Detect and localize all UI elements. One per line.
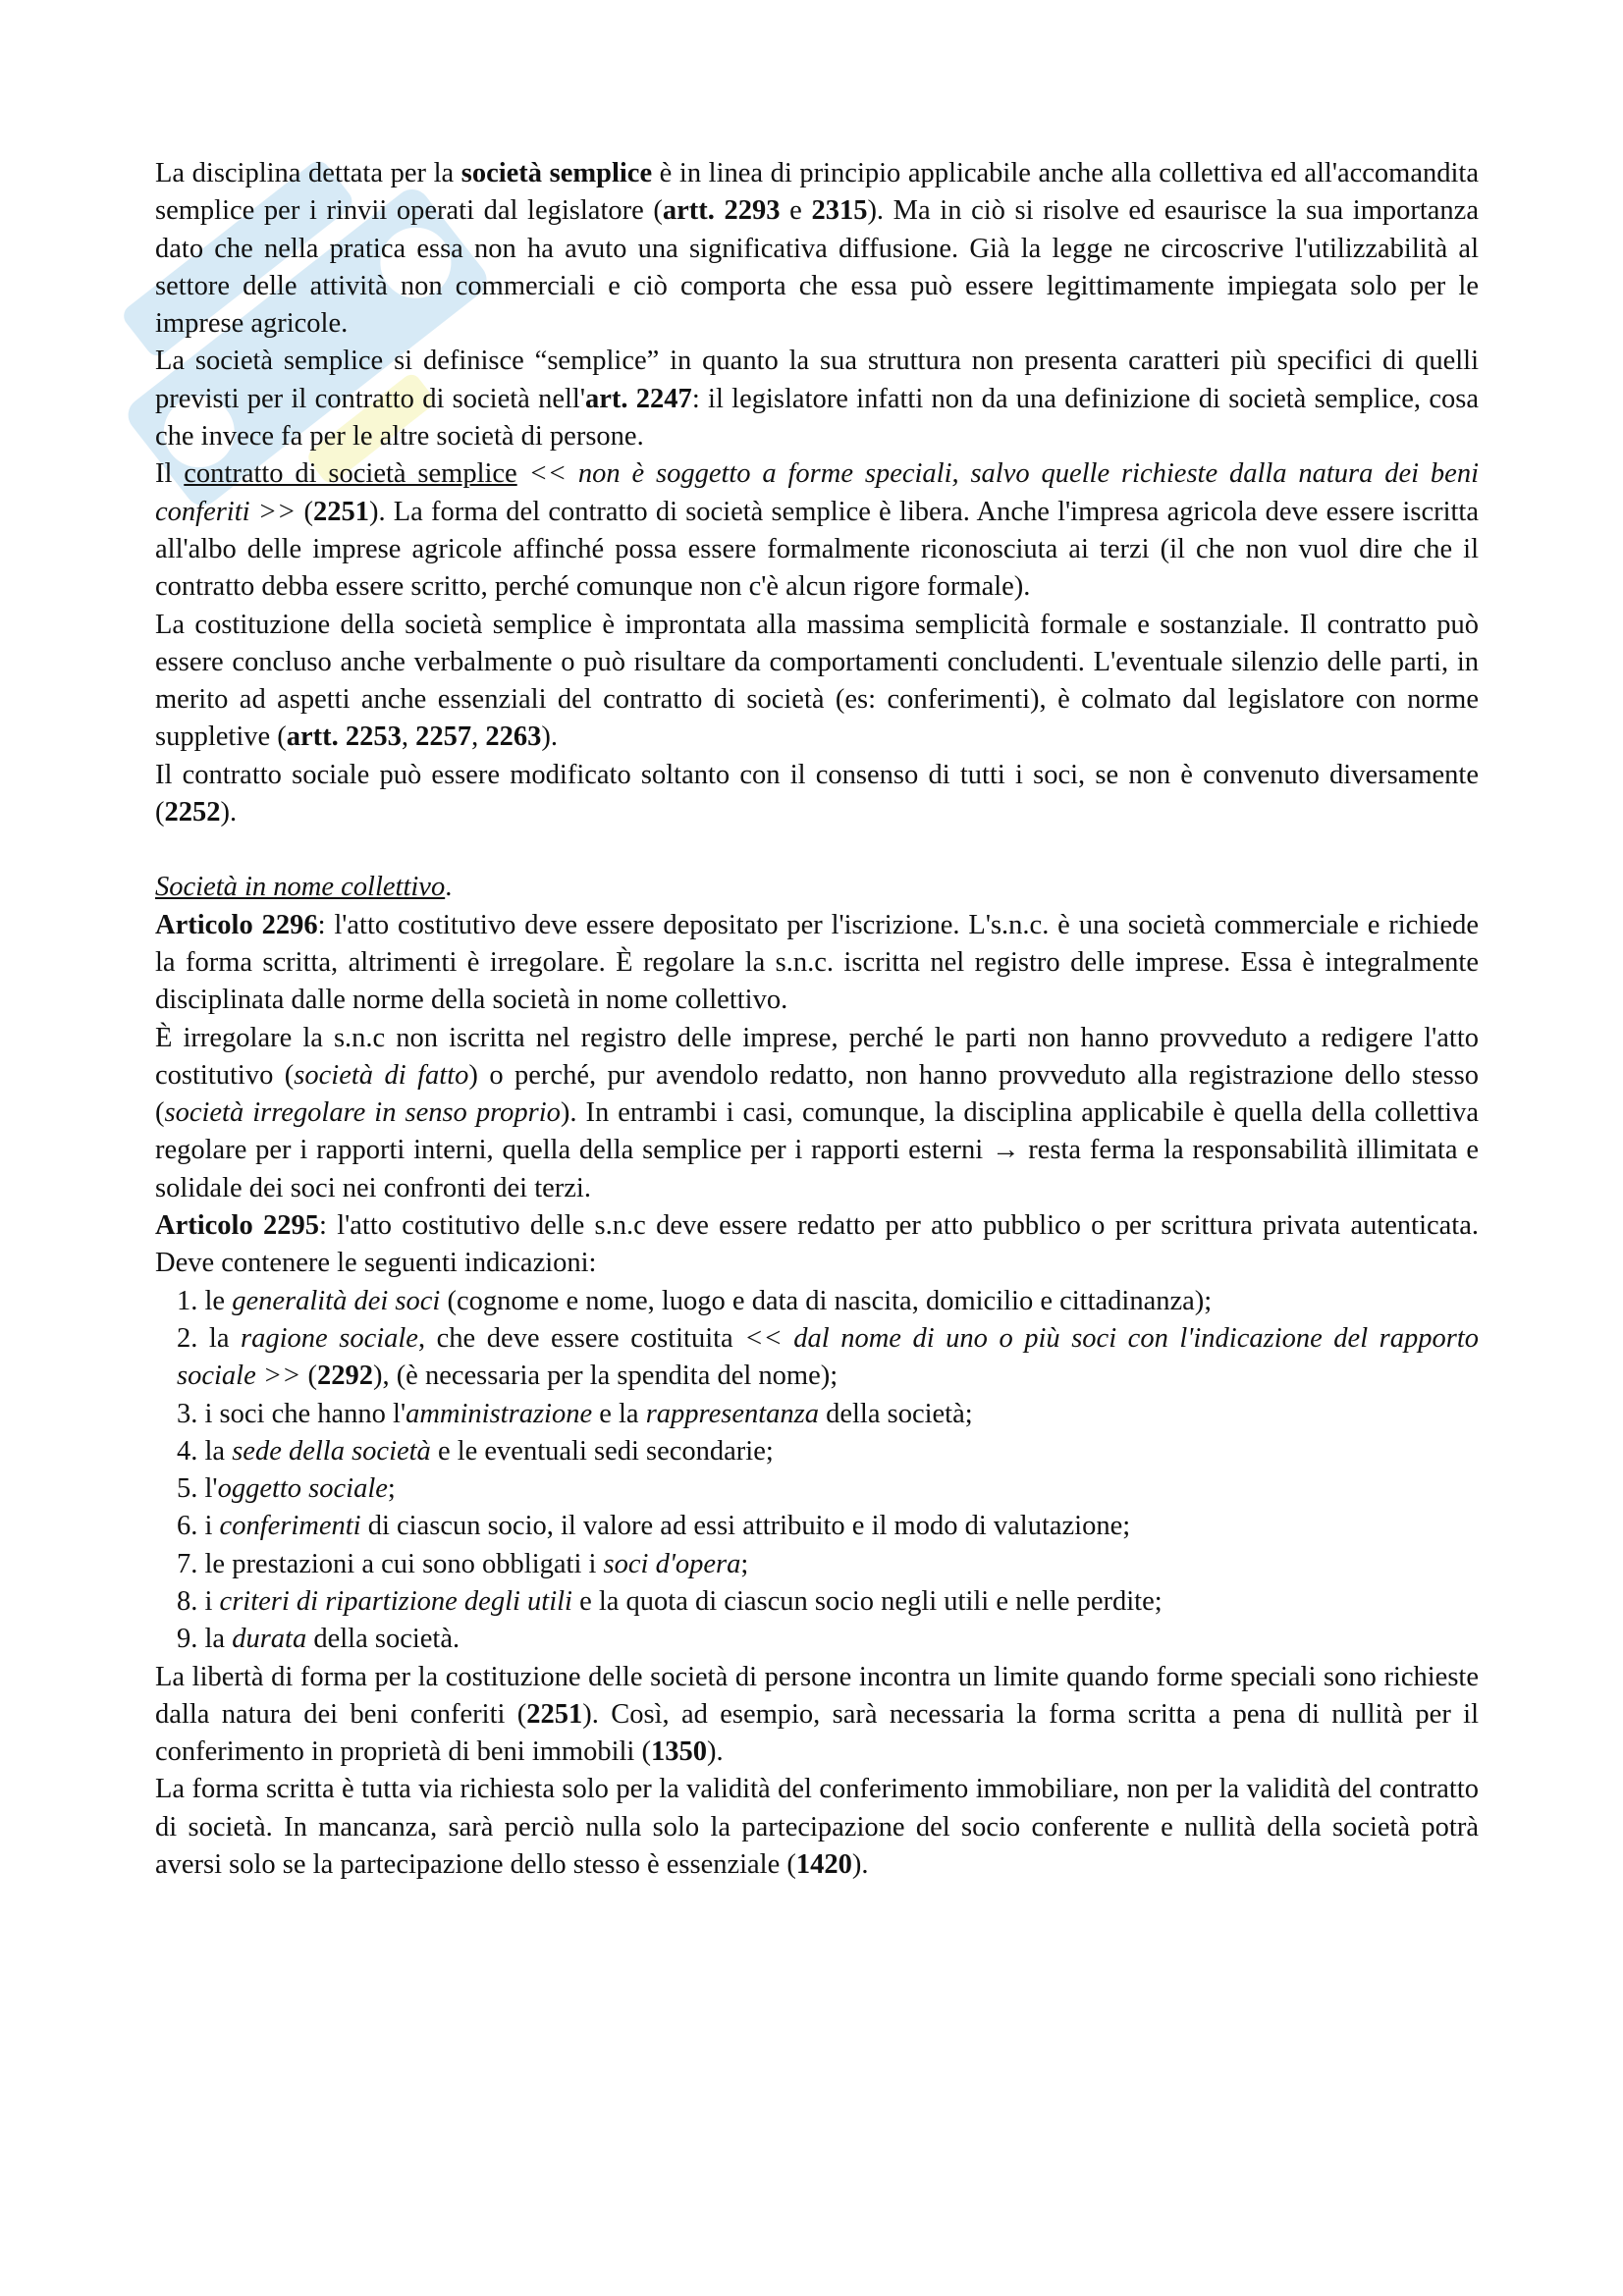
list-item: le prestazioni a cui sono obbligati i soci d'opera; (204, 1548, 749, 1579)
paragraph-semplice-modifica: Il contratto sociale può essere modificato soltanto con il consenso di tutti i soci, se non è convenuto diversamente (2252). (155, 759, 1479, 828)
list-item: l'oggetto sociale; (204, 1473, 396, 1505)
atto-costitutivo-list (155, 1283, 1479, 1659)
section-heading-snc: Società in nome collettivo. (155, 872, 453, 903)
list-item: la sede della società e le eventuali sedi secondarie; (204, 1435, 774, 1467)
paragraph-liberta-forma: La libertà di forma per la costituzione delle società di persone incontra un limite quando forme speciali sono richieste dalla natura dei beni conferiti (2251). Così, ad esempio, sarà necessaria la forma scritta a pena di nullità per il conferimento in proprietà di beni immobili (1350). (155, 1661, 1479, 1768)
paragraph-semplice-definition: La società semplice si definisce “semplice” in quanto la sua struttura non presenta caratteri più specifici di quelli previsti per il contratto di società nell'art. 2247: il legislatore infatti non da una definizione di società semplice, cosa che invece fa per le altre società di persone. (155, 346, 1479, 453)
document-page (155, 155, 1479, 1884)
paragraph-snc-irregolare: È irregolare la s.n.c non iscritta nel registro delle imprese, perché le parti non hanno provveduto a redigere l'atto costitutivo (società di fatto) o perché, pur avendolo redatto, non hanno provveduto alla registrazione dello stesso (società irregolare in senso proprio). In entrambi i casi, comunque, la disciplina applicabile è quella della collettiva regolare per i rapporti interni, quella della semplice per i rapporti esterni → resta ferma la responsabilità illimitata e solidale dei soci nei confronti dei terzi. (155, 1022, 1479, 1203)
paragraph-art-2295: Articolo 2295: l'atto costitutivo delle s.n.c deve essere redatto per atto pubblico o per scrittura privata autenticata. Deve contenere le seguenti indicazioni: (155, 1210, 1479, 1279)
list-item: i conferimenti di ciascun socio, il valore ad essi attribuito e il modo di valutazione; (204, 1511, 1131, 1542)
section-gap (155, 831, 1479, 869)
paragraph-forma-scritta: La forma scritta è tutta via richiesta solo per la validità del conferimento immobiliare, non per la validità del contratto di società. In mancanza, sarà perciò nulla solo la partecipazione del socio conferente e nullità della società potrà aversi solo se la partecipazione dello stesso è essenziale (1420). (155, 1774, 1479, 1881)
list-item: la ragione sociale, che deve essere costituita << dal nome di uno o più soci con l'indicazione del rapporto sociale >> (2292), (è necessaria per la spendita del nome); (177, 1322, 1480, 1392)
paragraph-semplice-intro: La disciplina dettata per la società semplice è in linea di principio applicabile anche alla collettiva ed all'accomandita semplice per i rinvii operati dal legislatore (artt. 2293 e 2315). Ma in ciò si risolve ed esaurisce la sua importanza dato che nella pratica essa non ha avuto una significativa diffusione. Già la legge ne circoscrive l'utilizzabilità al settore delle attività non commerciali e ciò comporta che essa può essere legittimamente impiegata solo per le imprese agricole. (155, 158, 1479, 340)
paragraph-semplice-costituzione: La costituzione della società semplice è improntata alla massima semplicità formale e sostanziale. Il contratto può essere concluso anche verbalmente o può risultare da comportamenti concludenti. L'eventuale silenzio delle parti, in merito ad aspetti anche essenziali del contratto di società (es: conferimenti), è colmato dal legislatore con norme suppletive (artt. 2253, 2257, 2263). (155, 609, 1479, 753)
list-item: i criteri di ripartizione degli utili e la quota di ciascun socio negli utili e nelle perdite; (204, 1585, 1163, 1617)
list-item: le generalità dei soci (cognome e nome, luogo e data di nascita, domicilio e cittadinanza); (204, 1285, 1213, 1316)
list-item: la durata della società. (204, 1624, 460, 1655)
list-item: i soci che hanno l'amministrazione e la rappresentanza della società; (204, 1398, 973, 1429)
paragraph-semplice-form: Il contratto di società semplice << non è soggetto a forme speciali, salvo quelle richieste dalla natura dei beni conferiti >> (2251). La forma del contratto di società semplice è libera. Anche l'impresa agricola deve essere iscritta all'albo delle imprese agricole affinché possa essere formalmente riconosciuta ai terzi (il che non vuol dire che il contratto debba essere scritto, perché comunque non c'è alcun rigore formale). (155, 458, 1479, 603)
paragraph-art-2296: Articolo 2296: l'atto costitutivo deve essere depositato per l'iscrizione. L's.n.c. è una società commerciale e richiede la forma scritta, altrimenti è irregolare. È regolare la s.n.c. iscritta nel registro delle imprese. Essa è integralmente disciplinata dalle norme della società in nome collettivo. (155, 909, 1479, 1016)
